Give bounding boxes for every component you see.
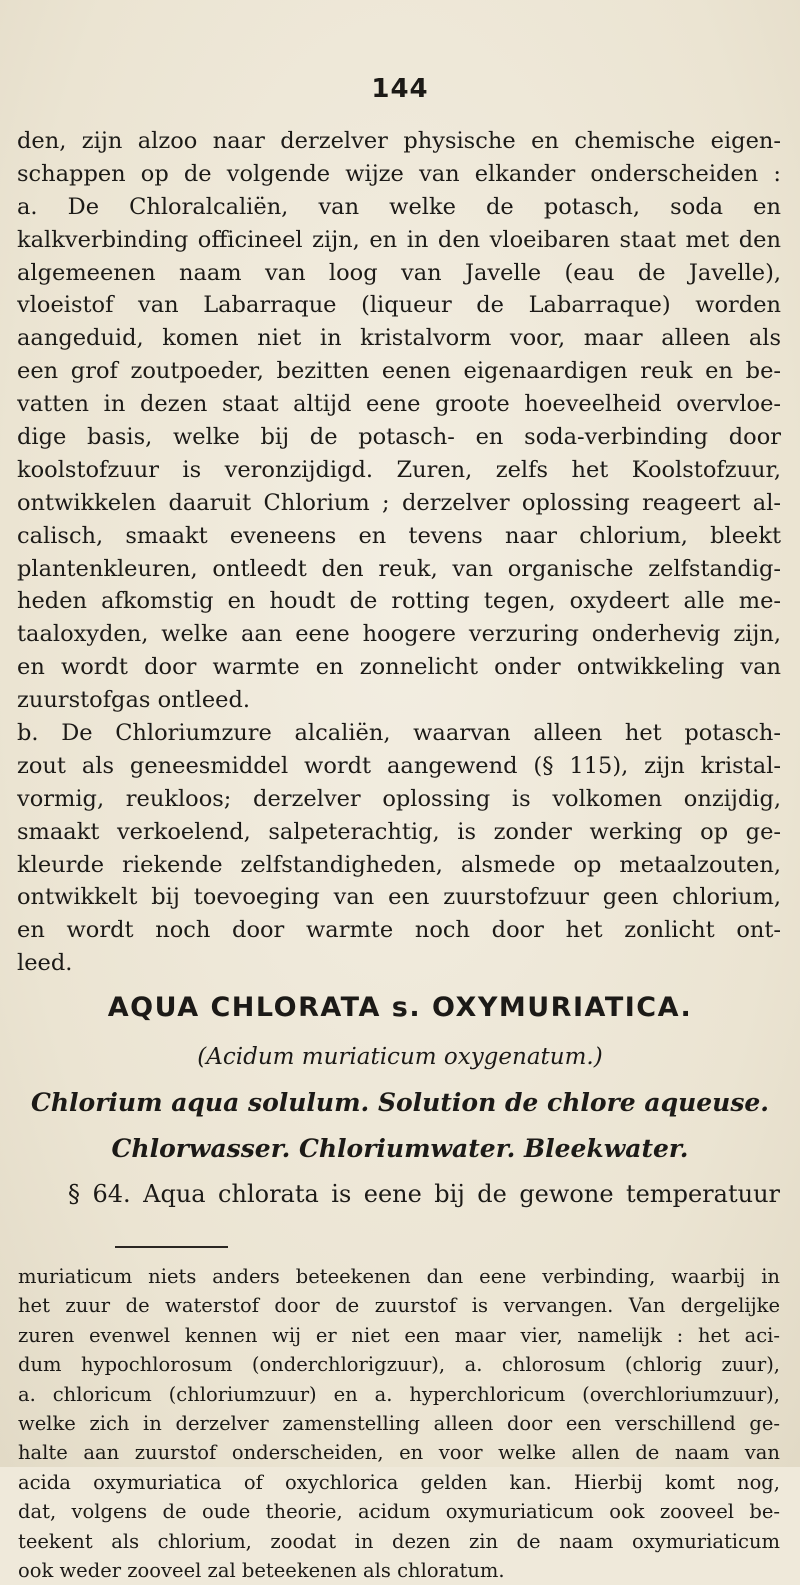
text-line: kalkverbinding officineel zijn, en in den vloeibaren staat met den [17, 226, 781, 253]
footnote-line: muriaticum niets anders beteekenen dan eene verbinding, waarbij in [18, 1265, 780, 1288]
footnote-line: halte aan zuurstof onderscheiden, en voor welke allen de naam van [18, 1441, 780, 1465]
main-text [17, 125, 781, 980]
text-line: vloeistof van Labarraque (liqueur de Labarraque) worden [17, 292, 781, 319]
text-line: een grof zoutpoeder, bezitten eenen eigenaardigen reuk en be- [17, 358, 781, 385]
footnote-line: welke zich in derzelver zamenstelling alleen door een verschillend ge- [18, 1411, 780, 1435]
text-line: calisch, smaakt eveneens en tevens naar chlorium, bleekt [17, 522, 781, 549]
text-line: dige basis, welke bij de potasch- en soda-verbinding door [17, 424, 781, 451]
footnote-line: het zuur de waterstof door de zuurstof is vervangen. Van dergelijke [18, 1294, 780, 1318]
text-line: aangeduid, komen niet in kristalvorm voor, maar alleen als [17, 325, 781, 352]
text-line: ontwikkelt bij toevoeging van een zuurstofzuur geen chlorium, [17, 884, 781, 911]
footnote-divider [115, 1246, 228, 1248]
footnote-line: acida oxymuriatica of oxychlorica gelden kan. Hierbij komt nog, [18, 1470, 780, 1494]
footnote-line: zuren evenwel kennen wij er niet een maar vier, namelijk : het aci- [18, 1323, 780, 1347]
text-line: koolstofzuur is veronzijdigd. Zuren, zelfs het Koolstofzuur, [17, 456, 781, 483]
text-line: vormig, reukloos; derzelver oplossing is volkomen onzijdig, [17, 785, 781, 812]
text-line: zout als geneesmiddel wordt aangewend (§ 115), zijn kristal- [17, 752, 781, 779]
text-line: vatten in dezen staat altijd eene groote hoeveelheid overvloe- [17, 391, 781, 418]
text-line: den, zijn alzoo naar derzelver physische en chemische eigen- [17, 128, 781, 154]
footnote-line: dum hypochlorosum (onderchlorigzuur), a. chlorosum (chlorig zuur), [18, 1353, 780, 1377]
text-line: algemeenen naam van loog van Javelle (eau de Javelle), [17, 259, 781, 286]
page-number: 144 [371, 74, 429, 104]
text-line: en wordt door warmte en zonnelicht onder ontwikkeling van [17, 654, 781, 681]
footnote-line: a. chloricum (chloriumzuur) en a. hyperchloricum (overchloriumzuur), [18, 1382, 780, 1406]
text-line: b. De Chloriumzure alcaliën, waarvan alleen het potasch- [17, 720, 781, 747]
text-line: smaakt verkoelend, salpeterachtig, is zonder werking op ge- [17, 818, 781, 845]
text-line: zuurstofgas ontleed. [17, 687, 251, 714]
section-paragraph-start: § 64. Aqua chlorata is eene bij de gewone temperatuur [68, 1180, 780, 1208]
text-line: a. De Chloralcaliën, van welke de potasch, soda en [17, 193, 781, 220]
text-line: schappen op de volgende wijze van elkander onderscheiden : [17, 160, 781, 187]
footnote-text [18, 1262, 780, 1585]
text-line: taaloxyden, welke aan eene hoogere verzuring onderhevig zijn, [17, 621, 781, 648]
text-line: heden afkomstig en houdt de rotting tegen, oxydeert alle me- [17, 588, 781, 615]
section-heading: AQUA CHLORATA s. OXYMURIATICA. [107, 992, 693, 1023]
footnote-line: dat, volgens de oude theorie, acidum oxymuriaticum ook zooveel be- [18, 1500, 780, 1524]
synonyms-line-1: Chlorium aqua solulum. Solution de chlore aqueuse. [30, 1088, 770, 1117]
text-line: en wordt noch door warmte noch door het zonlicht ont- [17, 917, 781, 944]
text-line: leed. [17, 950, 73, 977]
footnote-line: ook weder zooveel zal beteekenen als chloratum. [18, 1558, 505, 1582]
text-line: kleurde riekende zelfstandigheden, alsmede op metaalzouten, [17, 851, 781, 878]
footnote-line: teekent als chlorium, zoodat in dezen zin de naam oxymuriaticum [18, 1529, 780, 1553]
text-line: ontwikkelen daaruit Chlorium ; derzelver oplossing reageert al- [17, 489, 781, 516]
section-subheading: (Acidum muriaticum oxygenatum.) [197, 1044, 603, 1070]
synonyms-line-2: Chlorwasser. Chloriumwater. Bleekwater. [111, 1134, 689, 1163]
text-line: plantenkleuren, ontleedt den reuk, van organische zelfstandig- [17, 555, 781, 582]
